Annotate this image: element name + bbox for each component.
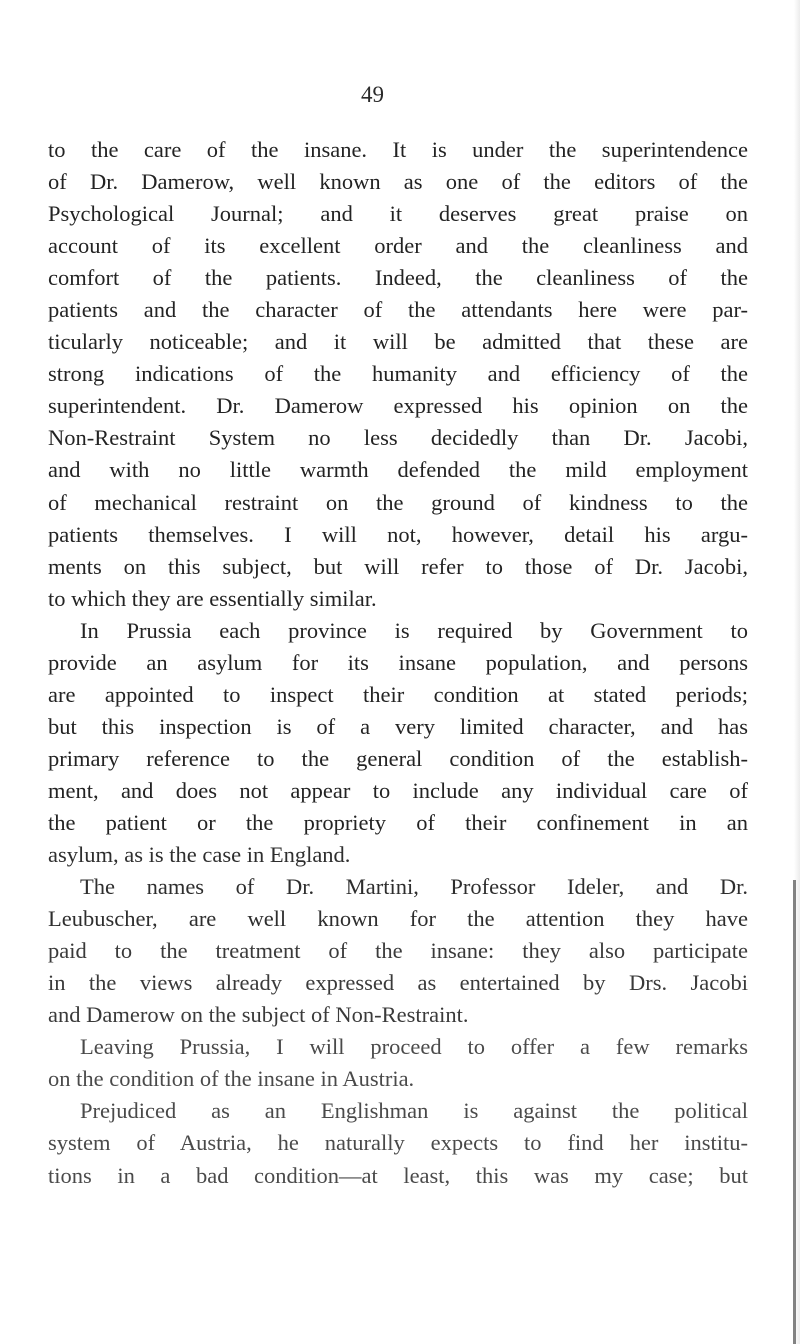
text-line: patients and the character of the attendants here were par- [48, 297, 748, 323]
text-line: of mechanical restraint on the ground of kindness to the [48, 489, 748, 515]
text-line: In Prussia each province is required by Government to [80, 617, 748, 643]
text-line: but this inspection is of a very limited character, and has [48, 713, 748, 739]
text-line: to the care of the insane. It is under the superintendence [48, 137, 748, 162]
text-line: and with no little warmth defended the mild employment [48, 457, 748, 483]
text-line: ments on this subject, but will refer to those of Dr. Jacobi, [48, 553, 748, 579]
text-line: in the views already expressed as entertained by Drs. Jacobi [48, 970, 748, 996]
text-line: asylum, as is the case in England. [48, 842, 351, 868]
text-line: provide an asylum for its insane population, and persons [48, 649, 748, 675]
text-line: paid to the treatment of the insane: they also participate [48, 938, 748, 964]
text-line: patients themselves. I will not, however, detail his argu- [48, 521, 748, 547]
text-line: and Damerow on the subject of Non-Restraint. [48, 1002, 469, 1028]
text-line: account of its excellent order and the cleanliness and [48, 233, 748, 259]
text-line: tions in a bad condition—at least, this was my case; but [48, 1162, 748, 1188]
text-line: Leubuscher, are well known for the attention they have [48, 906, 748, 932]
text-line: Non-Restraint System no less decidedly than Dr. Jacobi, [48, 425, 748, 451]
text-line: the patient or the propriety of their confinement in an [48, 809, 748, 835]
text-line: on the condition of the insane in Austria. [48, 1066, 415, 1092]
text-line: comfort of the patients. Indeed, the cleanliness of the [48, 265, 748, 291]
text-line: Psychological Journal; and it deserves great praise on [48, 201, 748, 227]
text-line: The names of Dr. Martini, Professor Ideler, and Dr. [80, 874, 748, 900]
text-line: of Dr. Damerow, well known as one of the editors of the [48, 169, 748, 195]
page-edge-line [793, 880, 796, 1344]
text-line: superintendent. Dr. Damerow expressed his opinion on the [48, 393, 748, 419]
text-line: primary reference to the general condition of the establish- [48, 745, 748, 771]
text-line: Prejudiced as an Englishman is against the political [80, 1098, 748, 1124]
page-number: 49 [361, 82, 384, 107]
text-line: to which they are essentially similar. [48, 585, 377, 611]
text-line: ment, and does not appear to include any individual care of [48, 777, 748, 803]
text-line: are appointed to inspect their condition at stated periods; [48, 681, 748, 707]
text-line: Leaving Prussia, I will proceed to offer a few remarks [80, 1034, 748, 1060]
text-line: ticularly noticeable; and it will be admitted that these are [48, 329, 748, 355]
text-line: system of Austria, he naturally expects to find her institu- [48, 1130, 748, 1156]
text-line: strong indications of the humanity and efficiency of the [48, 361, 748, 387]
body-text [48, 134, 748, 1192]
